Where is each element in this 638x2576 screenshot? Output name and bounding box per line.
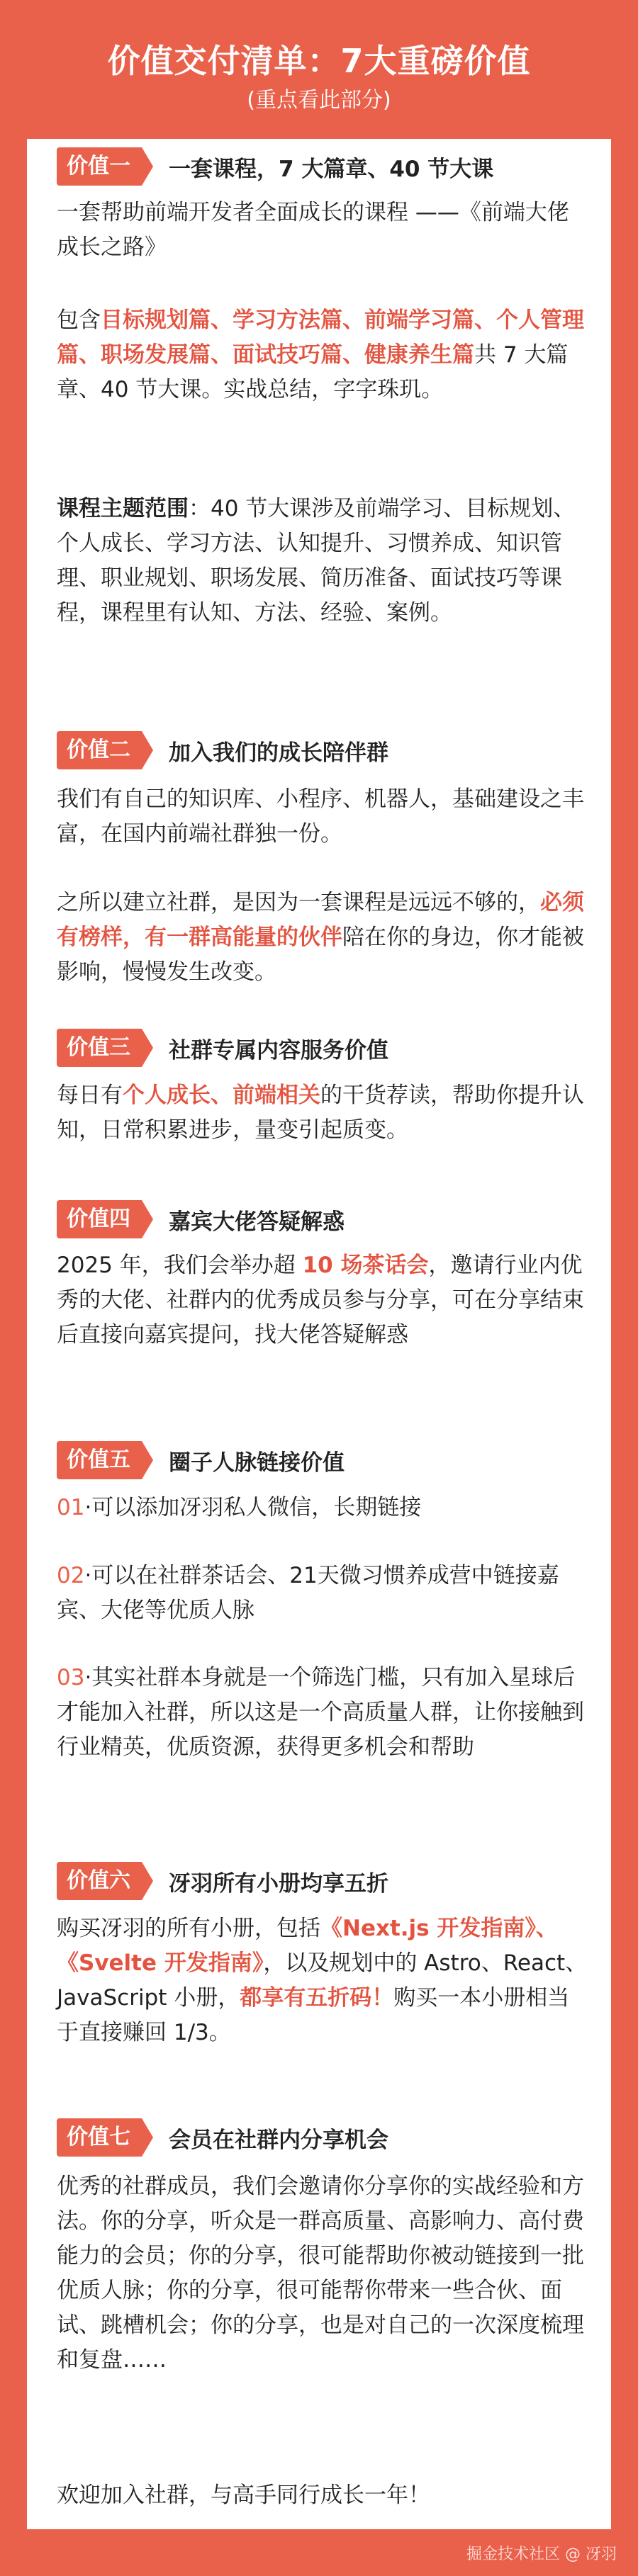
- item-number: 02: [57, 1563, 85, 1588]
- item-text: ·可以在社群茶话会、21天微习惯养成营中链接嘉宾、大佬等优质人脉: [57, 1563, 559, 1623]
- watermark: 掘金技术社区 @ 冴羽: [466, 2546, 617, 2563]
- list-item: [57, 1661, 588, 1765]
- section-title: 社群专属内容服务价值: [169, 1037, 388, 1063]
- section-title: 冴羽所有小册均享五折: [169, 1870, 388, 1897]
- content-panel: [27, 139, 611, 2529]
- value-badge: 价值七: [57, 2118, 142, 2157]
- value-badge: 价值五: [57, 1441, 142, 1479]
- text-span: 包含: [57, 307, 101, 333]
- highlight-text: 目标规划篇、学习方法篇、前端学习篇、个人管理篇、职场发展篇、面试技巧篇、健康养生篇: [57, 307, 584, 368]
- section-paragraph: [57, 492, 588, 631]
- page-subtitle: (重点看此部分): [247, 88, 391, 113]
- section-paragraph: 一套帮助前端开发者全面成长的课程 ——《前端大佬成长之路》: [57, 200, 569, 260]
- section-header: [57, 1029, 611, 1067]
- section-paragraph: [57, 1911, 588, 2050]
- value-badge: 价值四: [57, 1200, 142, 1238]
- section-header: [57, 1200, 611, 1238]
- closing-line: 欢迎加入社群，与高手同行成长一年！: [57, 2482, 430, 2508]
- highlight-text: 10 场茶话会: [302, 1253, 429, 1278]
- section-header: [57, 147, 493, 186]
- value-section-2: [27, 731, 611, 985]
- text-span: 购买冴羽的所有小册，包括: [57, 1916, 320, 1941]
- section-title: 会员在社群内分享机会: [169, 2127, 388, 2153]
- section-title: 一套课程，7 大篇章、40 节大课: [169, 156, 494, 182]
- item-number: 01: [57, 1495, 85, 1520]
- section-paragraph: [57, 1248, 588, 1352]
- highlight-text: 必须有榜样，有一群高能量的伙伴: [57, 890, 584, 950]
- item-text: ·其实社群本身就是一个筛选门槛，只有加入星球后才能加入社群，所以这是一个高质量人群，让你接触到行业精英，优质资源，获得更多机会和帮助: [57, 1665, 584, 1760]
- section-title: 圈子人脉链接价值: [169, 1450, 345, 1476]
- bold-label: 课程主题范围: [57, 496, 189, 521]
- value-section-5: [27, 1441, 611, 1760]
- item-text: ·可以添加冴羽私人微信，长期链接: [84, 1495, 422, 1520]
- section-paragraph: [57, 303, 588, 407]
- section-header: [57, 1862, 611, 1900]
- value-badge: 价值一: [57, 147, 142, 186]
- section-header: [57, 2118, 611, 2157]
- value-section-3: [27, 1029, 611, 1143]
- section-title: 嘉宾大佬答疑解惑: [169, 1209, 345, 1235]
- text-span: 共 7 大篇章、40 节大课。实战总结，字字珠玑。: [57, 342, 569, 402]
- text-span: ，邀请行业内优秀的大佬、社群内的优秀成员参与分享，可在分享结束后直接向嘉宾提问，找大佬答疑解惑: [57, 1253, 584, 1348]
- value-section-7: [27, 2118, 611, 2508]
- list-item: [57, 1559, 588, 1628]
- page-title: 价值交付清单：7大重磅价值: [107, 42, 531, 80]
- item-number: 03: [57, 1665, 85, 1690]
- text-span: 每日有: [57, 1083, 123, 1108]
- section-paragraph: [57, 1078, 588, 1148]
- value-section-6: [27, 1862, 611, 2045]
- text-span: 2025 年，我们会举办超: [57, 1253, 303, 1278]
- value-badge: 价值六: [57, 1862, 142, 1900]
- section-header: [57, 731, 611, 769]
- section-paragraph: 我们有自己的知识库、小程序、机器人，基础建设之丰富，在国内前端社群独一份。: [57, 786, 584, 847]
- list-item: [57, 1491, 588, 1525]
- text-span: ：40 节大课涉及前端学习、目标规划、个人成长、学习方法、认知提升、习惯养成、知识管理、职业规划、职场发展、简历准备、面试技巧等课程，课程里有认知、方法、经验、案例。: [57, 496, 576, 626]
- text-span: 陪在你的身边，你才能被影响，慢慢发生改变。: [57, 925, 584, 985]
- section-paragraph: 优秀的社群成员，我们会邀请你分享你的实战经验和方法。你的分享，听众是一群高质量、高影响力、高付费能力的会员；你的分享，很可能帮助你被动链接到一批优质人脉；你的分享，很可能帮你带来一些合伙、面试、跳槽机会；你的分享，也是对自己的一次深度梳理和复盘……: [57, 2174, 584, 2373]
- section-header: [57, 1441, 611, 1479]
- text-span: 的干货荐读，帮助你提升认知，日常积累进步，量变引起质变。: [57, 1083, 584, 1143]
- highlight-text: 都享有五折码！: [240, 1985, 394, 2011]
- value-badge: 价值三: [57, 1029, 142, 1067]
- highlight-text: 个人成长、前端相关: [123, 1083, 320, 1108]
- value-badge: 价值二: [57, 731, 142, 769]
- value-section-4: [27, 1200, 611, 1348]
- section-title: 加入我们的成长陪伴群: [169, 740, 388, 766]
- text-span: 之所以建立社群，是因为一套课程是远远不够的，: [57, 890, 540, 915]
- section-paragraph: [57, 886, 588, 990]
- highlight-text: 《Next.js 开发指南》、《Svelte 开发指南》: [57, 1916, 558, 1976]
- text-span: ，以及规划中的 Astro、React、JavaScript 小册，: [57, 1950, 588, 2011]
- text-span: 购买一本小册相当于直接赚回 1/3。: [57, 1985, 570, 2045]
